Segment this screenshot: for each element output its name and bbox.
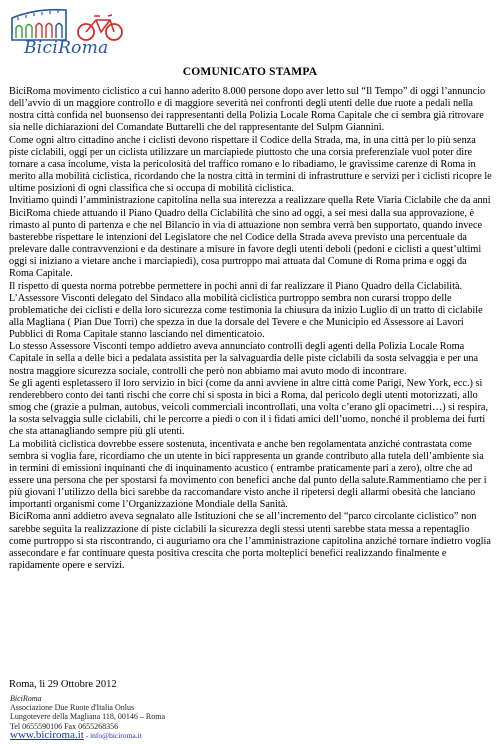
footer bbox=[10, 694, 165, 740]
paragraph: Invitiamo quindi l’amministrazione capitolina nella sua interezza a realizzare quella Rete Viaria Ciclabile che da anni BiciRoma chiede attuando il Piano Quadro della Ciclabilità che sino ad oggi, a sei mesi dalla sua approvazione, è rimasto al punto di partenza e che nel Bilancio in via di attuazione non sembra verrà ben supportato, quando invece basterebbe rispettare le intenzioni del Legislatore che nel Codice della Strada aveva previsto una percentuale da prelevare dalle contravvenzioni e da destinare a misure in favore degli utenti deboli (pedoni e ciclisti a quest’ultimi oggi si iniziano a vietare anche i marciapiedi), cosa purtroppo mai attuata dal Comune di Roma prima e oggi da Roma Capitale. bbox=[9, 195, 491, 280]
page-title: COMUNICATO STAMPA bbox=[182, 66, 318, 78]
biciroma-logo bbox=[6, 4, 128, 62]
paragraph: La mobilità ciclistica dovrebbe essere sostenuta, incentivata e anche ben regolamentata anziché contrastata come sembra si voglia fare, ricordiamo che un utente in bici rappresenta un grande contributo alla tutela dell’ambiente sia in termini di emissioni inquinanti che di inquinamento acustico ( entrambe praticamente pari a zero), oltre che ad essere una persona che per spostarsi fa movimento con benefici anche dal punto della salute.Rammentiamo che per i più giovani l’utilizzo della bici sarebbe da raccomandare visto anche il ripetersi degli allarmi obesità che lanciano importanti organismi come l’Organizzazione Mondiale della Sanità. bbox=[9, 438, 487, 511]
document-date: Roma, lì 29 Ottobre 2012 bbox=[9, 679, 117, 690]
document-body bbox=[9, 86, 493, 572]
paragraph: BiciRoma anni addietro aveva segnalato alle Istituzioni che se all’incremento del “parco circolante ciclistico” non sarebbe seguita la realizzazione di piste ciclabili la sicurezza degli stessi utenti sarebbe stata messa a repentaglio come purtroppo si sta riscontrando, ci auguriamo ora che l’amministrazione capitolina anziché tornare indietro voglia assecondare e far continuare questa positiva crescita che porta molteplici benefici realizzando finalmente e rapidamente opere e servizi. bbox=[9, 511, 491, 572]
paragraph: Come ogni altro cittadino anche i ciclisti devono rispettare il Codice della Strada, ma, in una città per lo più senza piste ciclabili, oggi per un ciclista utilizzare un marciapiede piuttosto che una corsia preferenziale vuol poter dire tornare a casa incolume, vista la pericolosità del traffico romano e lo ribadiamo, le gravissime carenze di Roma in merito alla mobilità ciclistica, ricordando che la nostra città in termini di infrastrutture e servizi per i ciclisti ricopre le ultime posizioni di ogni classifica che si occupa di mobilità ciclistica. bbox=[9, 134, 492, 195]
paragraph: L’Assessore Visconti delegato del Sindaco alla mobilità ciclistica purtroppo sembra non curarsi troppo delle problematiche dei ciclisti e della loro sicurezza come testimonia la chiusura da inizio Luglio di un tratto di ciclabile alla Magliana ( Pian Due Torri) che spezza in due la dorsale del Tevere e che Municipio ed Assessore ai Lavori Pubblici di Roma Capitale stanno lasciando nel dimenticatoio. bbox=[9, 292, 483, 341]
footer-address: Lungotevere della Magliana 118, 00146 – Roma bbox=[10, 712, 165, 722]
footer-phone: Tel 0655590106 Fax 0655268356 bbox=[10, 721, 119, 731]
footer-association: Associazione Due Ruote d'Italia Onlus bbox=[10, 703, 135, 713]
paragraph: Se gli agenti espletassero il loro servizio in bici (come da anni avviene in altre città come Parigi, New York, ecc.) si renderebbero conto dei tanti rischi che corre chi si sposta in bici a Roma, dal pericolo degli utenti motorizzati, allo smog che (grazie a pulman, autobus, veicoli commerciali incontrollati, una volta c’erano gli opacimetri…) si respira, la sosta selvaggia sulle ciclabili, chi le percorre a piedi o con il i fidati amici dell’uomo, nonché il problema dei furti che sta attanagliando sempre più gli utenti. bbox=[9, 377, 489, 438]
email-link[interactable]: - info@biciroma.it bbox=[83, 730, 142, 740]
website-link[interactable]: www.biciroma.it bbox=[10, 728, 84, 741]
paragraph: BiciRoma movimento ciclistico a cui hanno aderito 8.000 persone dopo aver letto sul “Il Tempo” di oggi l’annuncio dell’avvio di un maggiore controllo e di maggiore severità nei confronti degli utenti delle due ruote a pedali nella nostra città confida nel buonsenso dei rappresentanti della Polizia Locale Roma Capitale che ci sembra già ritrovare sia nelle dichiarazioni del Comandate Buttarelli che del rappresentante del Sulpm Giannini. bbox=[9, 86, 486, 134]
logo-text: BiciRoma bbox=[24, 38, 109, 58]
paragraph: Lo stesso Assessore Visconti tempo addietro aveva annunciato controlli degli agenti della Polizia Locale Roma Capitale in sella a delle bici a pedalata assistita per la salvaguardia delle piste ciclabili da sosta selvaggia e per una nostra maggiore sicurezza sociale, controlli che però non abbiamo mai avuto modo di incontrare. bbox=[9, 341, 479, 377]
footer-org-name: BiciRoma bbox=[10, 694, 42, 703]
paragraph: Il rispetto di questa norma potrebbe permettere in pochi anni di far realizzare il Piano Quadro della Ciclabilità. bbox=[9, 280, 463, 292]
